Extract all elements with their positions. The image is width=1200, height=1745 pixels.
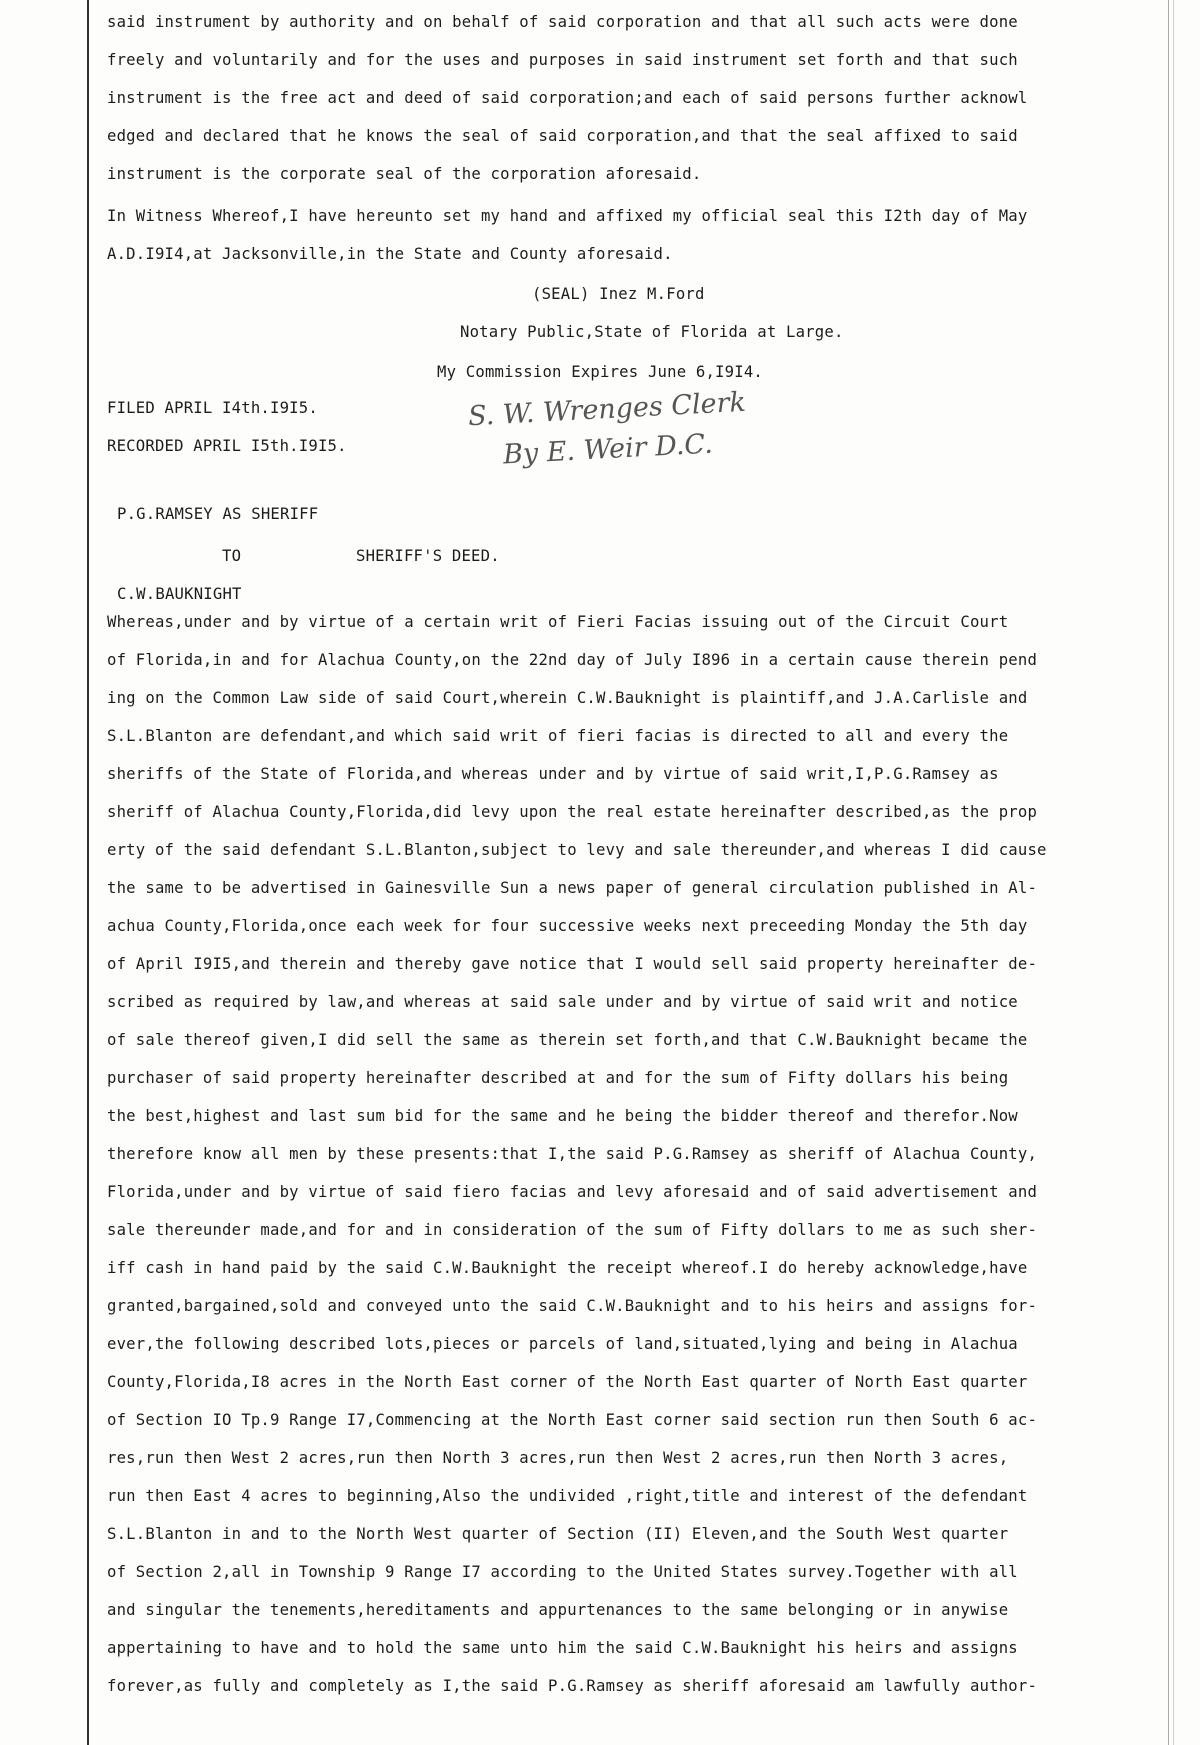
body-line: appertaining to have and to hold the same unto him the said C.W.Bauknight his heirs and assigns: [107, 1639, 1018, 1657]
ack-line: In Witness Whereof,I have hereunto set my hand and affixed my official seal this I2th day of May: [107, 207, 1028, 225]
deed-grantor: P.G.RAMSEY AS SHERIFF: [117, 505, 319, 523]
body-line: of Florida,in and for Alachua County,on the 22nd day of July I896 in a certain cause therein pend: [107, 651, 1038, 669]
body-line: ever,the following described lots,pieces or parcels of land,situated,lying and being in Alachua: [107, 1335, 1018, 1353]
body-line: the same to be advertised in Gainesville Sun a news paper of general circulation published in Al-: [107, 879, 1038, 897]
body-line: res,run then West 2 acres,run then North 3 acres,run then West 2 acres,run then North 3 acres,: [107, 1449, 1009, 1467]
notary-title: Notary Public,State of Florida at Large.: [460, 323, 844, 341]
ack-line: instrument is the corporate seal of the corporation aforesaid.: [107, 165, 702, 183]
ack-line: A.D.I9I4,at Jacksonville,in the State and County aforesaid.: [107, 245, 673, 263]
body-line: scribed as required by law,and whereas at said sale under and by virtue of said writ and notice: [107, 993, 1018, 1011]
filed-date: FILED APRIL I4th.I9I5.: [107, 399, 318, 417]
recorded-date: RECORDED APRIL I5th.I9I5.: [107, 437, 347, 455]
ack-line: freely and voluntarily and for the uses and purposes in said instrument set forth and that such: [107, 51, 1018, 69]
notary-commission: My Commission Expires June 6,I9I4.: [437, 363, 763, 381]
body-line: of April I9I5,and therein and thereby gave notice that I would sell said property hereinafter de-: [107, 955, 1038, 973]
left-margin-rule: [87, 0, 89, 1745]
body-line: sheriff of Alachua County,Florida,did levy upon the real estate hereinafter described,as the prop: [107, 803, 1038, 821]
body-line: of sale thereof given,I did sell the same as therein set forth,and that C.W.Bauknight became the: [107, 1031, 1028, 1049]
body-line: S.L.Blanton are defendant,and which said writ of fieri facias is directed to all and every the: [107, 727, 1009, 745]
body-line: of Section IO Tp.9 Range I7,Commencing at the North East corner said section run then South 6 ac-: [107, 1411, 1038, 1429]
body-line: S.L.Blanton in and to the North West quarter of Section (II) Eleven,and the South West quarter: [107, 1525, 1009, 1543]
body-line: ing on the Common Law side of said Court,wherein C.W.Bauknight is plaintiff,and J.A.Carlisle and: [107, 689, 1028, 707]
body-line: sheriffs of the State of Florida,and whereas under and by virtue of said writ,I,P.G.Ramsey as: [107, 765, 999, 783]
deputy-signature: By E. Weir D.C.: [502, 428, 714, 471]
body-line: forever,as fully and completely as I,the said P.G.Ramsey as sheriff aforesaid am lawfully author-: [107, 1677, 1038, 1695]
body-line: sale thereunder made,and for and in consideration of the sum of Fifty dollars to me as such sher-: [107, 1221, 1038, 1239]
ack-line: said instrument by authority and on behalf of said corporation and that all such acts were done: [107, 13, 1018, 31]
deed-to: TO: [222, 547, 242, 565]
body-line: achua County,Florida,once each week for four successive weeks next preceeding Monday the 5th day: [107, 917, 1028, 935]
notary-seal-line: (SEAL) Inez M.Ford: [532, 285, 705, 303]
body-line: Florida,under and by virtue of said fiero facias and levy aforesaid and of said advertisement and: [107, 1183, 1038, 1201]
body-line: erty of the said defendant S.L.Blanton,subject to levy and sale thereunder,and whereas I did cause: [107, 841, 1047, 859]
body-line: granted,bargained,sold and conveyed unto the said C.W.Bauknight and to his heirs and assigns for-: [107, 1297, 1038, 1315]
body-line: therefore know all men by these presents:that I,the said P.G.Ramsey as sheriff of Alachua County,: [107, 1145, 1038, 1163]
ack-line: instrument is the free act and deed of said corporation;and each of said persons further acknowl: [107, 89, 1028, 107]
body-line: run then East 4 acres to beginning,Also the undivided ,right,title and interest of the defendant: [107, 1487, 1028, 1505]
body-line: Whereas,under and by virtue of a certain writ of Fieri Facias issuing out of the Circuit Court: [107, 613, 1009, 631]
ack-line: edged and declared that he knows the seal of said corporation,and that the seal affixed to said: [107, 127, 1018, 145]
clerk-signature: S. W. Wrenges Clerk: [467, 386, 747, 433]
body-line: and singular the tenements,hereditaments and appurtenances to the same belonging or in anywise: [107, 1601, 1009, 1619]
body-line: of Section 2,all in Township 9 Range I7 according to the United States survey.Together with all: [107, 1563, 1018, 1581]
body-line: purchaser of said property hereinafter described at and for the sum of Fifty dollars his being: [107, 1069, 1009, 1087]
body-line: the best,highest and last sum bid for the same and he being the bidder thereof and therefor.Now: [107, 1107, 1018, 1125]
deed-grantee: C.W.BAUKNIGHT: [117, 585, 242, 603]
deed-title: SHERIFF'S DEED.: [356, 547, 500, 565]
body-line: County,Florida,I8 acres in the North East corner of the North East quarter of North East quarter: [107, 1373, 1028, 1391]
body-line: iff cash in hand paid by the said C.W.Bauknight the receipt whereof.I do hereby acknowledge,have: [107, 1259, 1028, 1277]
